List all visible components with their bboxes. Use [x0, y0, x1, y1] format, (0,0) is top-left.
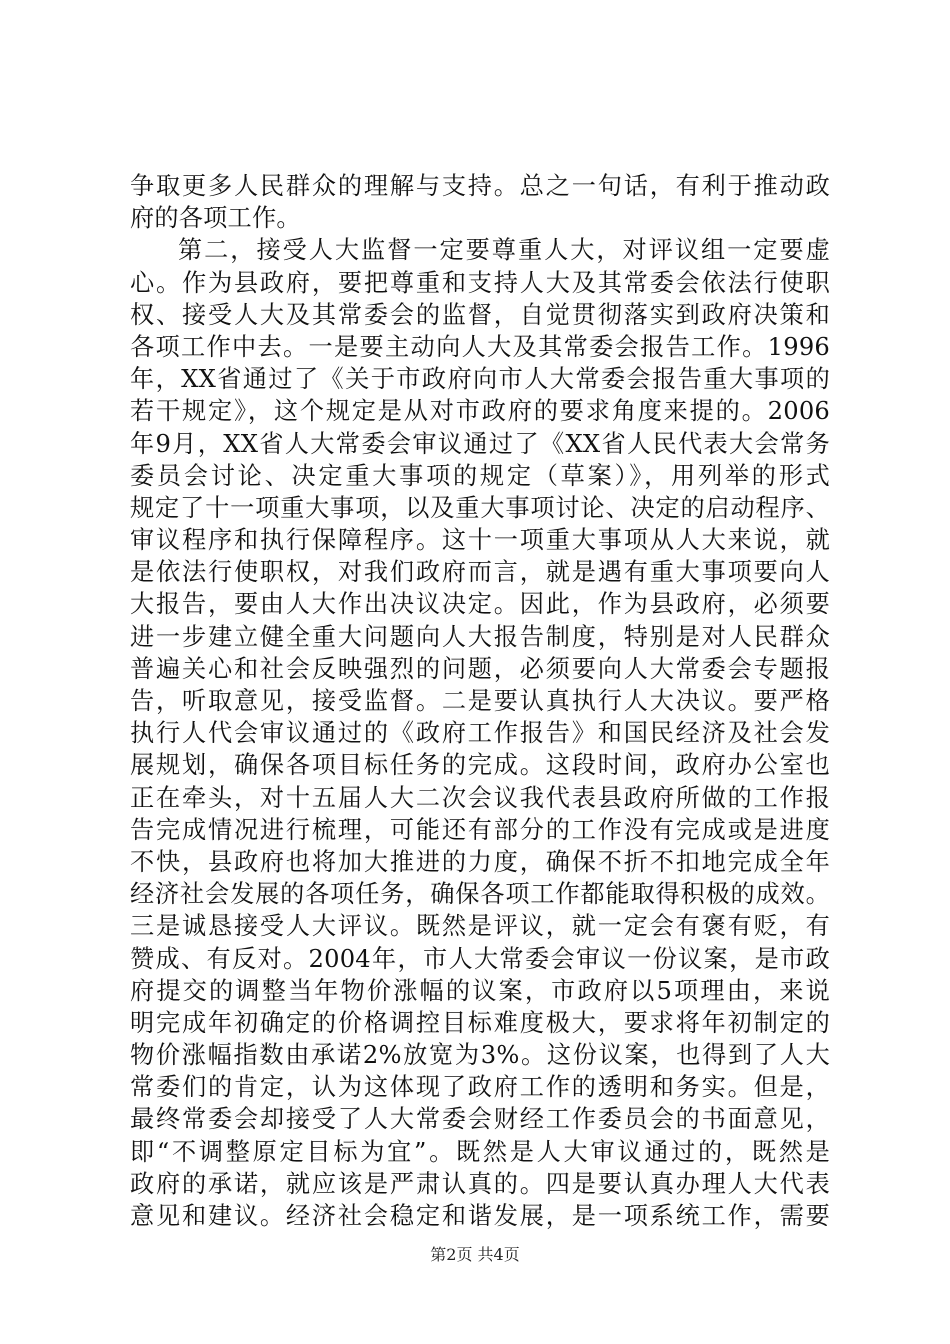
text-line: 大报告，要由人大作出决议决定。因此，作为县政府，必须要 [130, 590, 830, 619]
text-line: 三是诚恳接受人大评议。既然是评议，就一定会有褒有贬，有 [130, 912, 830, 941]
text-line: 正在牵头，对十五届人大二次会议我代表县政府所做的工作报 [130, 783, 830, 812]
text-line: 审议程序和执行保障程序。这十一项重大事项从人大来说，就 [130, 526, 830, 555]
text-line: 府提交的调整当年物价涨幅的议案，市政府以5项理由，来说 [130, 976, 830, 1005]
text-line: 第二，接受人大监督一定要尊重人大，对评议组一定要虚 [178, 236, 830, 265]
text-line: 执行人代会审议通过的《政府工作报告》和国民经济及社会发 [130, 719, 830, 748]
text-line: 权、接受人大及其常委会的监督，自觉贯彻落实到政府决策和 [130, 300, 830, 329]
text-line: 常委们的肯定，认为这体现了政府工作的透明和务实。但是， [130, 1073, 830, 1102]
text-line: 告，听取意见，接受监督。二是要认真执行人大决议。要严格 [130, 687, 830, 715]
page-footer [0, 1245, 950, 1265]
text-line: 不快，县政府也将加大推进的力度，确保不折不扣地完成全年 [130, 847, 830, 876]
text-line: 即“不调整原定目标为宜”。既然是人大审议通过的，既然是 [130, 1137, 830, 1166]
text-line: 委员会讨论、决定重大事项的规定（草案）》，用列举的形式 [130, 461, 830, 490]
text-line: 府的各项工作。 [130, 204, 301, 233]
text-line: 意见和建议。经济社会稳定和谐发展，是一项系统工作，需要 [130, 1202, 830, 1230]
text-line: 政府的承诺，就应该是严肃认真的。四是要认真办理人大代表 [130, 1169, 830, 1198]
text-line: 经济社会发展的各项任务，确保各项工作都能取得积极的成效。 [130, 880, 830, 909]
text-line: 年，XX省通过了《关于市政府向市人大常委会报告重大事项的 [130, 365, 830, 394]
text-line: 各项工作中去。一是要主动向人大及其常委会报告工作。1996 [130, 332, 830, 361]
text-line: 若干规定》，这个规定是从对市政府的要求角度来提的。2006 [130, 397, 830, 426]
text-line: 年9月，XX省人大常委会审议通过了《XX省人民代表大会常务 [130, 429, 830, 458]
text-line: 最终常委会却接受了人大常委会财经工作委员会的书面意见， [130, 1105, 830, 1134]
text-line: 告完成情况进行梳理，可能还有部分的工作没有完成或是进度 [130, 815, 830, 844]
body-text [130, 170, 830, 1232]
text-line: 明完成年初确定的价格调控目标难度极大，要求将年初制定的 [130, 1008, 830, 1037]
text-line: 赞成、有反对。2004年，市人大常委会审议一份议案，是市政 [130, 944, 830, 973]
text-line: 规定了十一项重大事项，以及重大事项讨论、决定的启动程序、 [130, 493, 830, 522]
text-line: 争取更多人民群众的理解与支持。总之一句话，有利于推动政 [130, 172, 830, 200]
text-line: 是依法行使职权，对我们政府而言，就是遇有重大事项要向人 [130, 558, 830, 587]
text-line: 普遍关心和社会反映强烈的问题，必须要向人大常委会专题报 [130, 654, 830, 683]
text-line: 物价涨幅指数由承诺2%放宽为3%。这份议案，也得到了人大 [130, 1041, 830, 1070]
text-line: 展规划，确保各项目标任务的完成。这段时间，政府办公室也 [130, 751, 830, 780]
page-number-label: 第2页 共4页 [430, 1245, 520, 1264]
text-line: 进一步建立健全重大问题向人大报告制度，特别是对人民群众 [130, 622, 830, 651]
text-line: 心。作为县政府，要把尊重和支持人大及其常委会依法行使职 [130, 268, 830, 297]
